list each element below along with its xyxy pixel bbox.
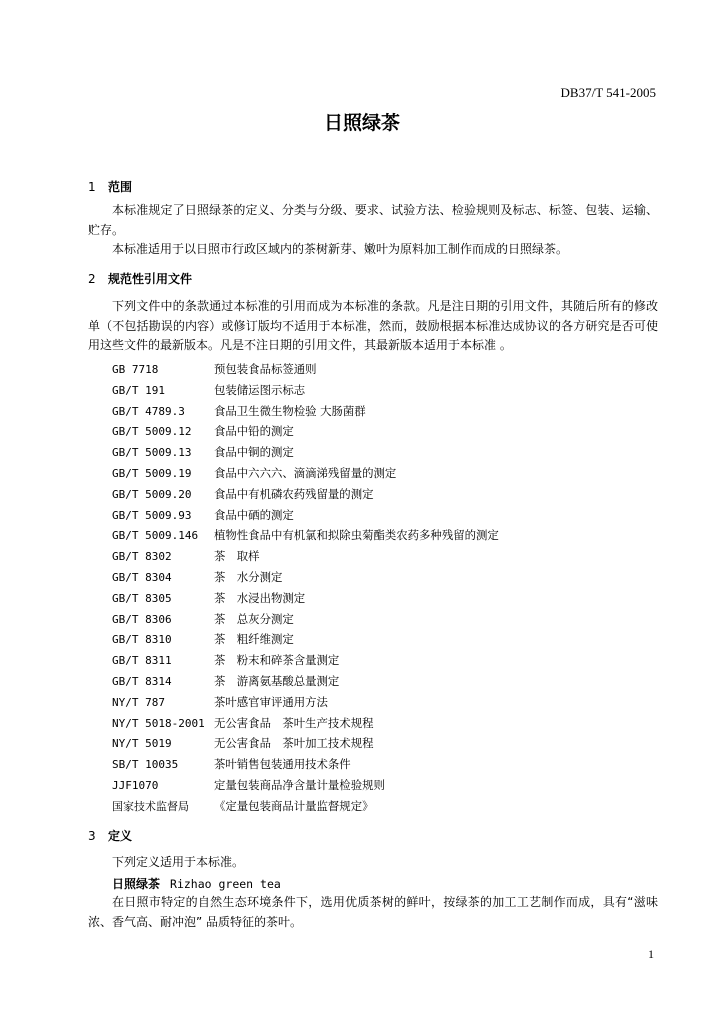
reference-item [112,484,499,505]
section-number: 3 [88,829,96,843]
reference-code: GB/T 191 [112,383,165,397]
reference-title: 无公害食品 茶叶加工技术规程 [214,736,374,751]
section-number: 1 [88,180,96,194]
reference-title: 植物性食品中有机氯和拟除虫菊酯类农药多种残留的测定 [214,528,499,543]
reference-code: GB/T 8311 [112,654,172,668]
reference-code: GB/T 8302 [112,550,172,564]
reference-title: 茶 粉末和碎茶含量测定 [214,653,340,668]
reference-code: GB/T 8310 [112,633,172,647]
reference-list [112,359,499,817]
reference-item [112,609,499,630]
reference-item [112,733,499,754]
reference-code: GB/T 8305 [112,591,172,605]
term-english: Rizhao green tea [170,877,281,891]
reference-item [112,671,499,692]
reference-item [112,754,499,775]
reference-code: JJF1070 [112,778,159,792]
reference-code: GB/T 8304 [112,570,172,584]
reference-title: 茶 游离氨基酸总量测定 [214,673,340,688]
reference-code: GB/T 5009.93 [112,508,192,522]
reference-code: GB/T 8306 [112,612,172,626]
reference-title: 茶 总灰分测定 [214,611,294,626]
reference-title: 《定量包装商品计量监督规定》 [214,798,374,813]
reference-code: SB/T 10035 [112,758,179,772]
reference-title: 茶 水分测定 [214,569,283,584]
reference-title: 茶叶销售包装通用技术条件 [214,757,351,772]
section-number: 2 [88,272,96,286]
section-title: 范围 [108,180,133,194]
reference-item [112,463,499,484]
section-3-heading [88,827,132,844]
reference-title: 茶 粗纤维测定 [214,632,294,647]
reference-code: GB 7718 [112,363,159,376]
reference-title: 食品中铅的测定 [214,424,294,439]
reference-item [112,650,499,671]
reference-code: GB/T 5009.12 [112,425,192,439]
reference-code: NY/T 787 [112,695,165,709]
section-1-paragraph-2: 本标准适用于以日照市行政区域内的茶树新芽、嫩叶为原料加工制作而成的日照绿茶。 [112,242,569,256]
reference-item [112,380,499,401]
reference-title: 食品卫生微生物检验 大肠菌群 [214,403,366,418]
reference-code: NY/T 5018-2001 [112,716,205,730]
reference-title: 食品中硒的测定 [214,507,294,522]
reference-item [112,546,499,567]
reference-title: 食品中铜的测定 [214,445,294,460]
reference-code: GB/T 5009.146 [112,529,199,543]
reference-code: 国家技术监督局 [112,799,189,813]
reference-title: 定量包装商品净含量计量检验规则 [214,777,385,792]
reference-code: NY/T 5019 [112,737,172,751]
reference-item [112,525,499,546]
section-1-paragraph-1: 本标准规定了日照绿茶的定义、分类与分级、要求、试验方法、检验规则及标志、标签、包装、运输、贮存。 [88,203,658,237]
section-3-paragraph-1: 下列定义适用于本标准。 [112,855,245,869]
document-title: 日照绿茶 [323,112,400,134]
reference-item [112,567,499,588]
section-title: 规范性引用文件 [108,272,193,286]
reference-title: 无公害食品 茶叶生产技术规程 [214,715,374,730]
reference-title: 食品中有机磷农药残留量的测定 [214,486,374,501]
reference-code: GB/T 8314 [112,674,172,688]
reference-title: 包装储运图示标志 [214,382,306,397]
reference-title: 茶叶感官审评通用方法 [214,694,328,709]
reference-item [112,421,499,442]
reference-item [112,713,499,734]
reference-item [112,401,499,422]
reference-code: GB/T 4789.3 [112,404,185,418]
reference-code: GB/T 5009.13 [112,446,192,460]
document-code: DB37/T 541-2005 [560,85,656,100]
term-entry [112,875,281,892]
reference-item [112,692,499,713]
page-number: 1 [648,947,654,961]
reference-title: 食品中六六六、滴滴涕残留量的测定 [214,465,397,480]
reference-item [112,359,499,380]
section-3-paragraph-2: 在日照市特定的自然生态环境条件下，选用优质茶树的鲜叶，按绿茶的加工工艺制作而成，具有“滋味浓、香气高、耐冲泡” 品质特征的茶叶。 [88,895,658,929]
reference-item [112,775,499,796]
reference-item [112,442,499,463]
reference-title: 茶 取样 [214,549,260,564]
reference-item [112,588,499,609]
reference-code: GB/T 5009.20 [112,487,192,501]
section-2-heading [88,270,192,287]
section-2-paragraph-1: 下列文件中的条款通过本标准的引用而成为本标准的条款。凡是注日期的引用文件，其随后所有的修改单（不包括勘误的内容）或修订版均不适用于本标准，然而，鼓励根据本标准达成协议的各方研究是否可使用这些文件的最新版本。凡是不注日期的引用文件，其最新版本适用于本标准 。 [88,299,658,352]
reference-item [112,505,499,526]
reference-item [112,796,499,817]
section-1-heading [88,178,132,195]
reference-title: 茶 水浸出物测定 [214,590,306,605]
reference-title: 预包装食品标签通则 [214,362,317,376]
reference-code: GB/T 5009.19 [112,466,192,480]
section-title: 定义 [108,829,133,843]
term-chinese: 日照绿茶 [112,877,161,891]
reference-item [112,629,499,650]
